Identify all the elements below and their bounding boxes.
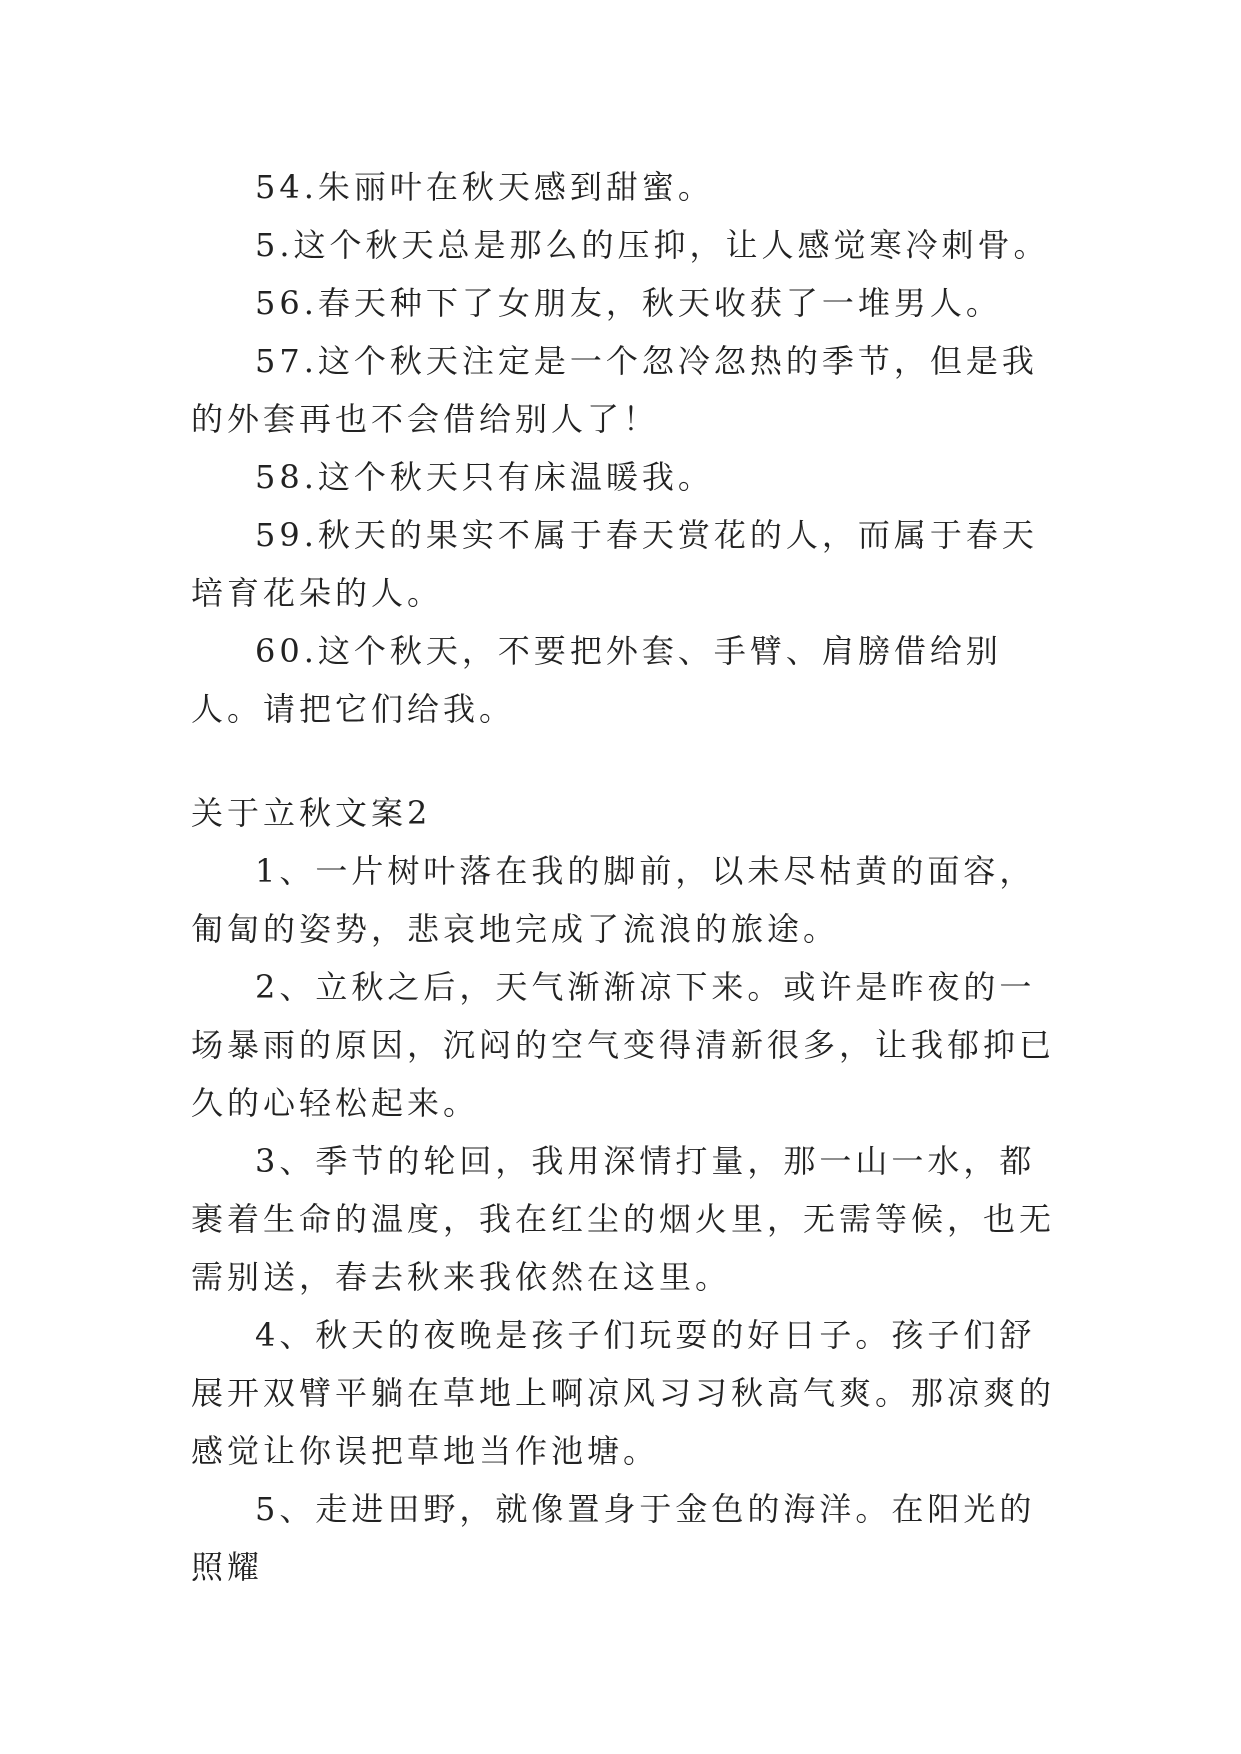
paragraph-60: 60.这个秋天，不要把外套、手臂、肩膀借给别人。请把它们给我。 <box>191 632 1002 728</box>
paragraph-54: 54.朱丽叶在秋天感到甜蜜。 <box>255 168 714 206</box>
paragraph-58: 58.这个秋天只有床温暖我。 <box>255 458 714 496</box>
paragraph-59: 59.秋天的果实不属于春天赏花的人，而属于春天培育花朵的人。 <box>191 516 1038 612</box>
paragraph-56: 56.春天种下了女朋友，秋天收获了一堆男人。 <box>255 284 1002 322</box>
paragraph-item-5: 5、走进田野，就像置身于金色的海洋。在阳光的照耀 <box>191 1490 1036 1586</box>
paragraph-item-1: 1、一片树叶落在我的脚前，以未尽枯黄的面容，匍匐的姿势，悲哀地完成了流浪的旅途。 <box>191 852 1036 948</box>
paragraph-55: 5.这个秋天总是那么的压抑，让人感觉寒冷刺骨。 <box>255 226 1050 264</box>
paragraph-item-4: 4、秋天的夜晚是孩子们玩耍的好日子。孩子们舒展开双臂平躺在草地上啊凉风习习秋高气爽。那凉爽的感觉让你误把草地当作池塘。 <box>191 1316 1056 1470</box>
paragraph-57: 57.这个秋天注定是一个忽冷忽热的季节，但是我的外套再也不会借给别人了！ <box>191 342 1038 438</box>
document-body <box>191 158 1071 1596</box>
section-heading: 关于立秋文案2 <box>191 794 432 832</box>
paragraph-item-2: 2、立秋之后，天气渐渐凉下来。或许是昨夜的一场暴雨的原因，沉闷的空气变得清新很多，让我郁抑已久的心轻松起来。 <box>191 968 1056 1122</box>
paragraph-item-3: 3、季节的轮回，我用深情打量，那一山一水，都裹着生命的温度，我在红尘的烟火里，无需等候，也无需别送，春去秋来我依然在这里。 <box>191 1142 1056 1296</box>
